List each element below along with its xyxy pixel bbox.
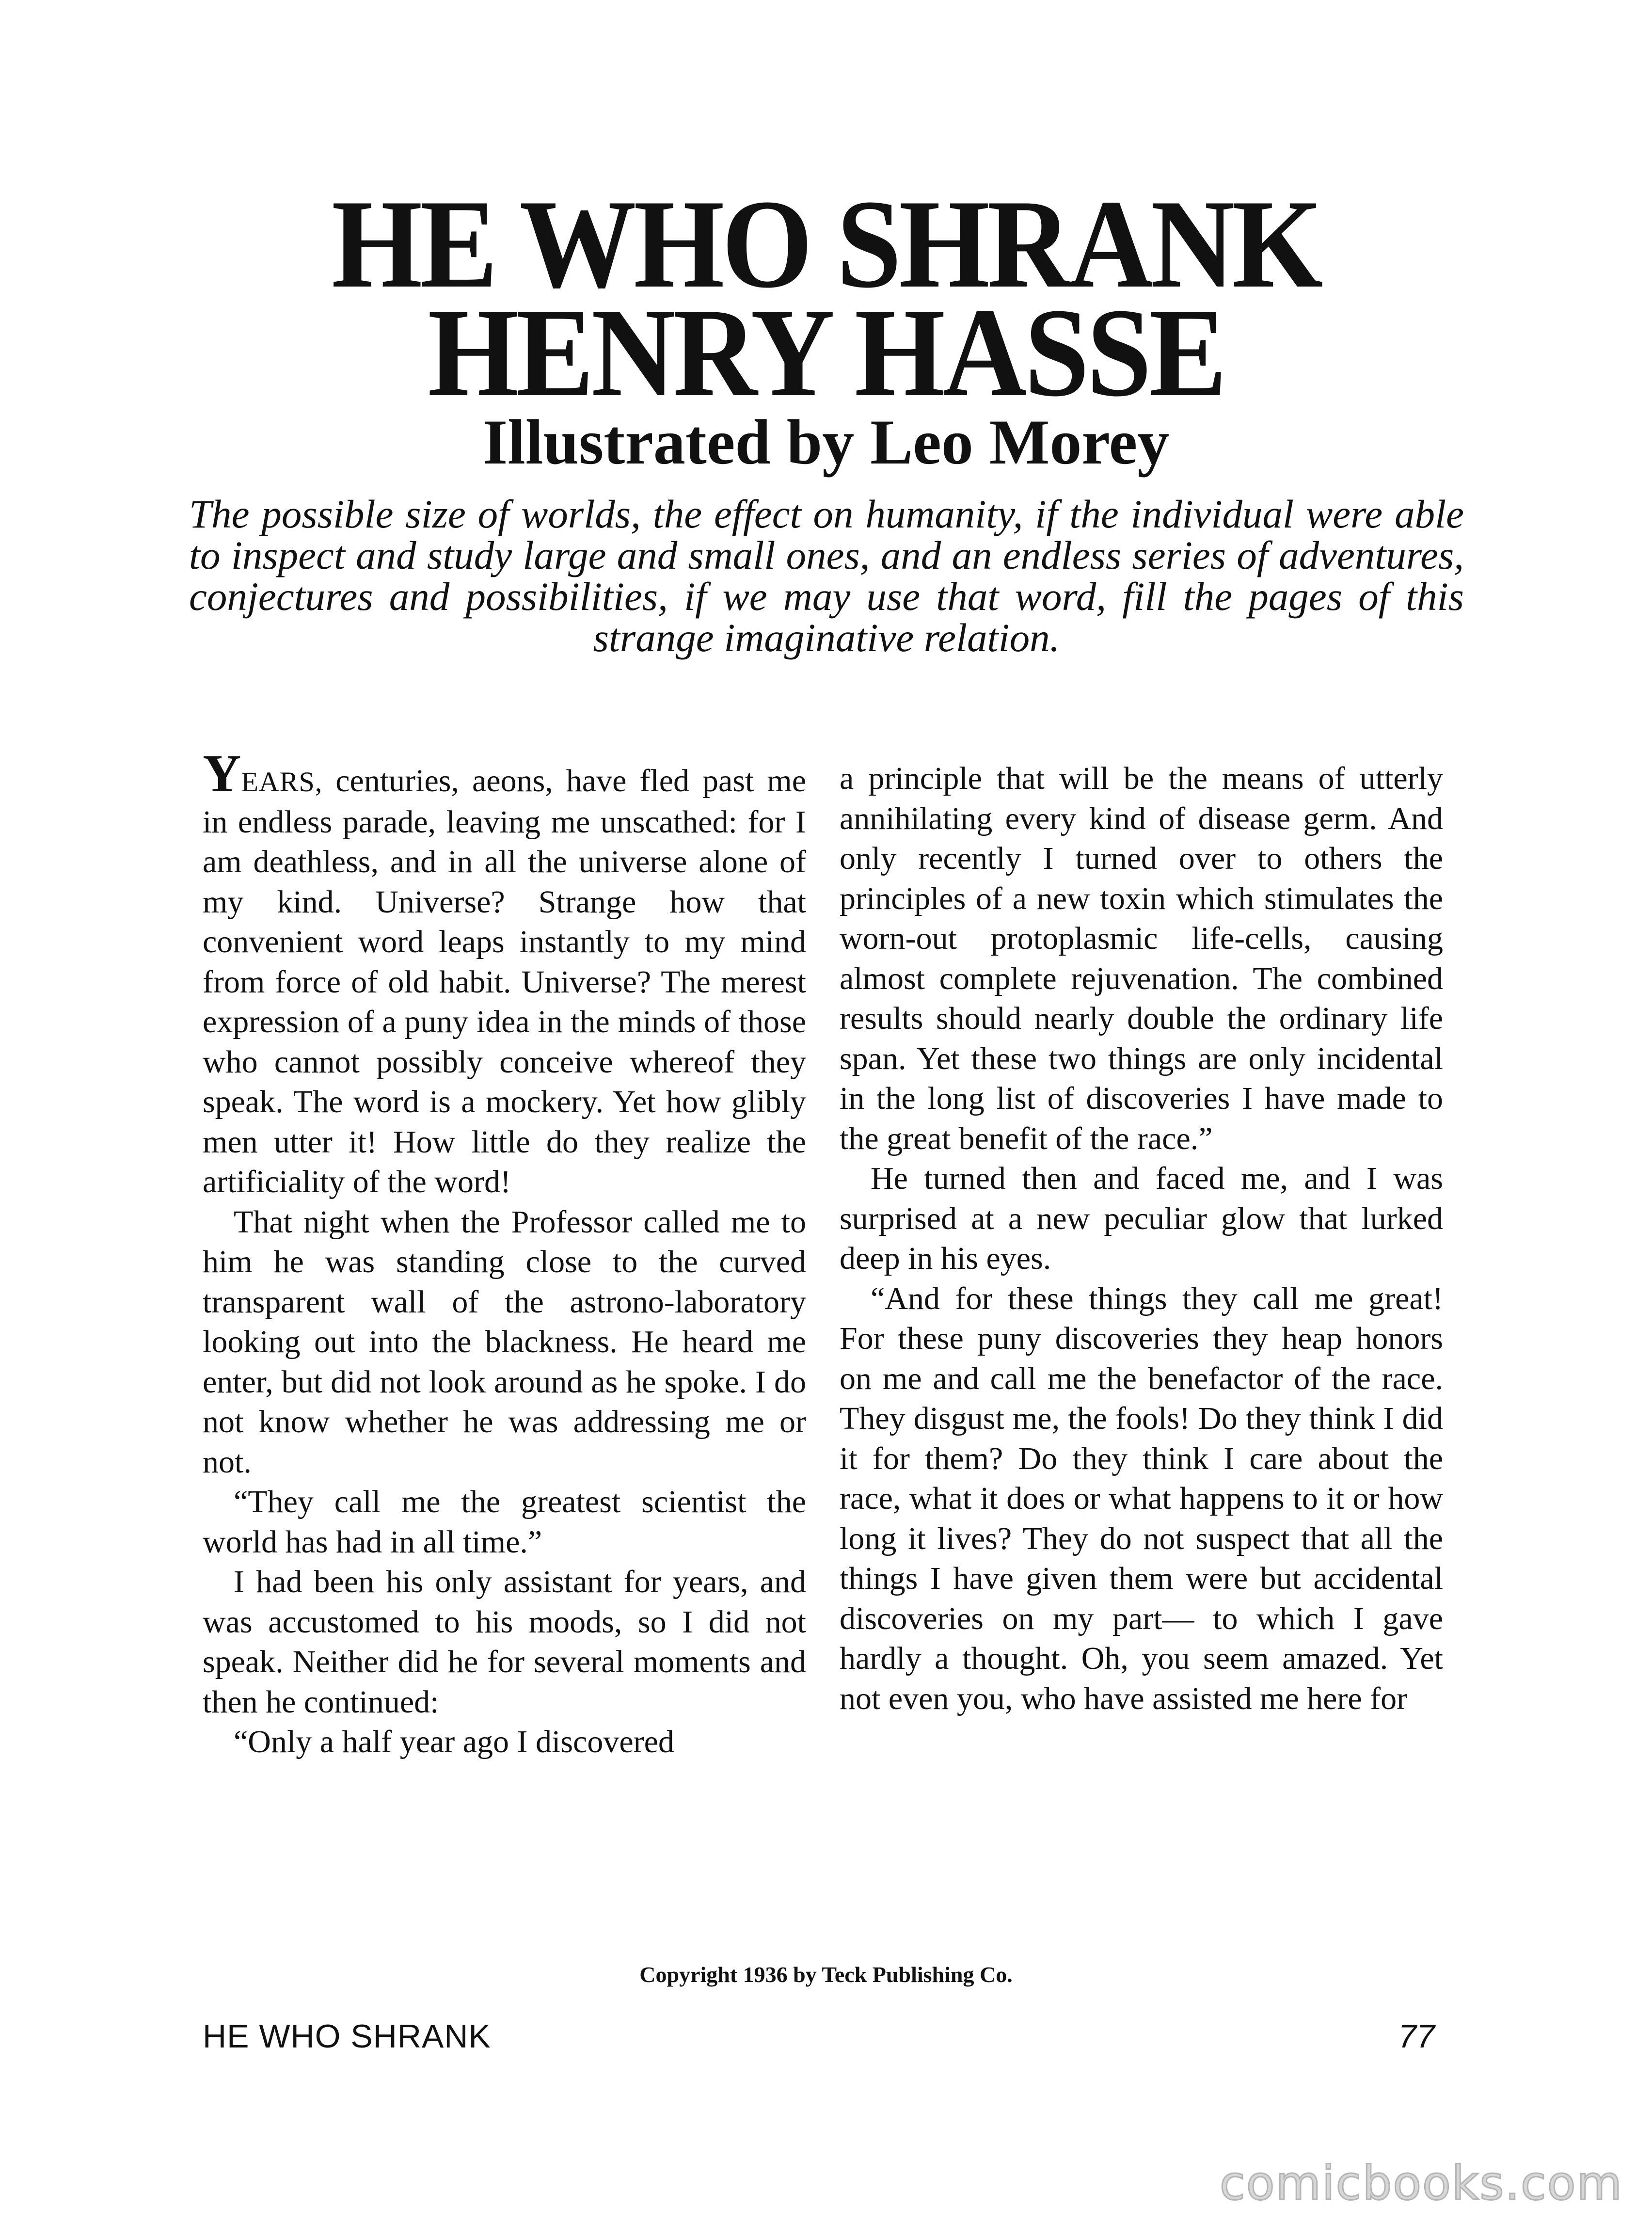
author-name: HENRY HASSE bbox=[428, 282, 1224, 423]
watermark: comicbooks.com bbox=[1219, 2156, 1623, 2210]
paragraph: “They call me the greatest scientist the world has had in all time.” bbox=[203, 1484, 806, 1560]
paragraph: I had been his only assistant for years, and was accustomed to his moods, so I did not speak. Neither did he for several moments and then he continued: bbox=[203, 1564, 806, 1720]
page-number: 77 bbox=[1398, 2018, 1435, 2055]
paragraph: a principle that will be the means of utterly annihilating every kind of disease germ. And only recently I turned over to others the principles of a new toxin which stimulates the worn-out protoplasmic life-cells, causing almost complete rejuvenation. The combined results should nearly double the ordinary life span. Yet these two things are only incidental in the long list of discoveries I have made to the great benefit of the race.” bbox=[840, 761, 1443, 1156]
drop-cap: Y bbox=[203, 744, 241, 803]
illustrator-credit: Illustrated by Leo Morey bbox=[482, 406, 1170, 478]
text-column-left bbox=[203, 744, 806, 1762]
text-column-right bbox=[840, 759, 1443, 1719]
paragraph bbox=[203, 744, 806, 1202]
running-title: HE WHO SHRANK bbox=[203, 2018, 491, 2055]
lead-word: EARS, bbox=[241, 766, 323, 798]
paragraph: “Only a half year ago I discovered bbox=[234, 1724, 674, 1759]
paragraph: That night when the Professor called me to him he was standing close to the curved transparent wall of the astrono-laboratory looking out into the blackness. He heard me enter, but did not look around as he spoke. I do not know whether he was addressing me or not. bbox=[203, 1204, 806, 1480]
story-blurb: The possible size of worlds, the effect on humanity, if the individual were able to inspect and study large and small ones, and an endless series of adventures, conjectures and possibilities, if we may use that word, fill the pages of this strange imaginative relation. bbox=[189, 492, 1464, 660]
paragraph: “And for these things they call me great! For these puny discoveries they heap honors on me and call me the benefactor of the race. They disgust me, the fools! Do they think I did it for them? Do they think I care about the race, what it does or what happens to it or how long it lives? They do not suspect that all the things I have given them were but accidental discoveries on my part— to which I gave hardly a thought. Oh, you seem amazed. Yet not even you, who have assisted me here for bbox=[840, 1280, 1443, 1716]
story-title: HE WHO SHRANK bbox=[332, 174, 1320, 314]
paragraph-text: centuries, aeons, have fled past me in endless parade, leaving me unscathed: for I am deathless, and in all the universe alone of my kind. Universe? Strange how that convenient word leaps instantly to my mind from force of old habit. Universe? The merest expression of a puny idea in the minds of those who cannot possibly conceive whereof they speak. The word is a mockery. Yet how glibly men utter it! How little do they realize the artificiality of the word! bbox=[203, 763, 806, 1199]
copyright-notice: Copyright 1936 by Teck Publishing Co. bbox=[639, 1962, 1013, 1987]
paragraph: He turned then and faced me, and I was surprised at a new peculiar glow that lurked deep in his eyes. bbox=[840, 1161, 1443, 1276]
